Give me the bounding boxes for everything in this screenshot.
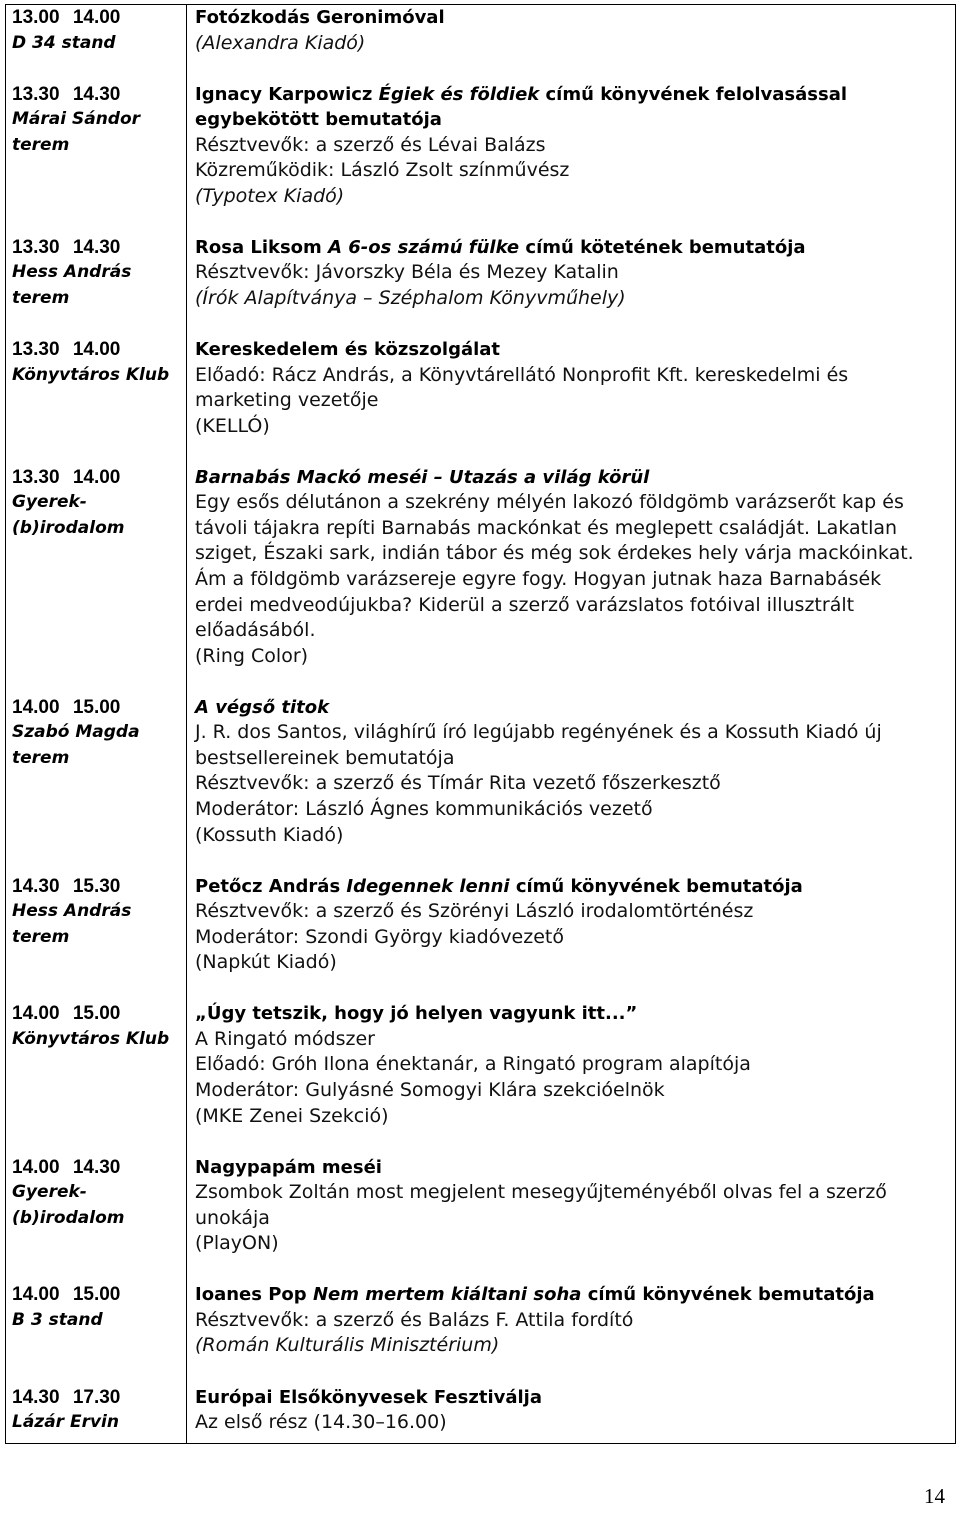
event-description-cell	[187, 1155, 956, 1283]
event-detail: marketing vezetője	[195, 389, 379, 412]
event-description-cell	[187, 465, 956, 695]
event-title-author: Ignacy Karpowicz	[195, 83, 379, 105]
event-location: B 3 stand	[12, 1309, 103, 1330]
event-row	[6, 337, 956, 465]
event-time: 14.30 15.30	[12, 875, 121, 897]
event-row	[6, 5, 956, 82]
event-row	[6, 1282, 956, 1384]
event-title-book: Égiek és földiek	[378, 83, 540, 105]
event-detail: Résztvevők: a szerző és Szörényi László irodalomtörténész	[195, 900, 754, 923]
event-title-text: Nagypapám meséi	[195, 1156, 382, 1178]
event-title	[195, 1385, 955, 1411]
event-time-place-cell	[6, 1155, 187, 1283]
event-row	[6, 695, 956, 874]
event-title-text: című könyvének bemutatója	[509, 875, 803, 897]
event-detail: Közreműködik: László Zsolt színművész	[195, 159, 570, 182]
event-publisher: (MKE Zenei Szekció)	[195, 1104, 389, 1127]
event-title-author: Rosa Liksom	[195, 236, 329, 258]
event-detail: Moderátor: Gulyásné Somogyi Klára szekcióelnök	[195, 1078, 665, 1101]
event-location: Márai Sándor	[12, 109, 141, 130]
event-description-cell	[187, 337, 956, 465]
event-title-text: című kötetének bemutatója	[519, 236, 806, 258]
event-location: (b)irodalom	[12, 517, 125, 538]
event-row	[6, 1001, 956, 1154]
event-time-place-cell	[6, 465, 187, 695]
event-detail: Résztvevők: a szerző és Tímár Rita vezető főszerkesztő	[195, 772, 721, 795]
event-row	[6, 82, 956, 235]
event-title-text: Barnabás Mackó meséi – Utazás a világ körül	[195, 466, 650, 488]
event-location: Gyerek-	[12, 1182, 87, 1203]
event-title	[195, 874, 955, 900]
event-title-author: Ioanes Pop	[195, 1284, 313, 1306]
event-time: 14.00 15.00	[12, 696, 121, 718]
event-time-place-cell	[6, 1282, 187, 1384]
event-title	[195, 107, 955, 133]
event-publisher: (KELLÓ)	[195, 414, 270, 437]
event-publisher: (Román Kulturális Minisztérium)	[195, 1334, 500, 1357]
event-location: Könyvtáros Klub	[12, 1028, 170, 1049]
event-time-place-cell	[6, 82, 187, 235]
event-location: Hess András	[12, 262, 132, 283]
event-detail: bestsellereinek bemutatója	[195, 746, 455, 769]
event-row	[6, 1385, 956, 1444]
event-location: D 34 stand	[12, 32, 116, 53]
event-description-cell	[187, 1282, 956, 1384]
event-time-place-cell	[6, 1385, 187, 1444]
event-detail: sziget, Északi sark, indián tábor és még sok érdekes hely várja mackóinkat.	[195, 542, 914, 565]
event-title	[195, 5, 955, 31]
event-time: 13.30 14.30	[12, 83, 121, 105]
event-time: 14.00 14.30	[12, 1156, 121, 1178]
event-description-cell	[187, 1385, 956, 1444]
event-title	[195, 1155, 955, 1181]
event-publisher: (Írók Alapítványa – Széphalom Könyvműhely)	[195, 287, 626, 310]
event-time: 14.00 15.00	[12, 1284, 121, 1306]
page-number: 14	[924, 1484, 945, 1508]
event-location: (b)irodalom	[12, 1207, 125, 1228]
event-title-text: A végső titok	[195, 696, 330, 718]
event-time-place-cell	[6, 337, 187, 465]
event-detail: előadásából.	[195, 619, 316, 642]
event-row	[6, 1155, 956, 1283]
event-detail: Résztvevők: a szerző és Lévai Balázs	[195, 133, 546, 156]
event-title-book: Nem mertem kiáltani soha	[312, 1284, 582, 1306]
event-detail: Résztvevők: a szerző és Balázs F. Attila fordító	[195, 1308, 634, 1331]
event-description-cell	[187, 5, 956, 82]
event-publisher: (Typotex Kiadó)	[195, 184, 345, 207]
event-location: terem	[12, 134, 70, 155]
event-title-book: Idegennek lenni	[346, 875, 510, 897]
event-time: 13.30 14.30	[12, 236, 121, 258]
event-description-cell	[187, 874, 956, 1002]
event-title-text: című könyvének felolvasással	[539, 83, 848, 105]
event-title-author: Petőcz András	[195, 875, 347, 897]
event-detail: Az első rész (14.30–16.00)	[195, 1411, 447, 1434]
event-time: 14.00 15.00	[12, 1003, 121, 1025]
event-detail: Moderátor: László Ágnes kommunikációs vezető	[195, 797, 653, 820]
event-detail: Ám a földgömb varázsereje egyre fogy. Hogyan jutnak haza Barnabásék	[195, 568, 882, 591]
event-title-text: Fotózkodás Geronimóval	[195, 7, 445, 28]
event-title	[195, 695, 955, 721]
event-detail: Előadó: Gróh Ilona énektanár, a Ringató program alapítója	[195, 1053, 751, 1076]
event-time-place-cell	[6, 235, 187, 337]
event-location: Gyerek-	[12, 492, 87, 513]
event-detail: Zsombok Zoltán most megjelent mesegyűjteményéből olvas fel a szerző	[195, 1181, 887, 1204]
event-description-cell	[187, 695, 956, 874]
event-location: Könyvtáros Klub	[12, 364, 170, 385]
event-title-book: A 6-os számú fülke	[328, 236, 520, 258]
event-detail: unokája	[195, 1206, 270, 1229]
event-row	[6, 874, 956, 1002]
event-title	[195, 1001, 955, 1027]
event-description-cell	[187, 82, 956, 235]
event-time: 13.30 14.00	[12, 339, 121, 361]
schedule-table	[5, 4, 956, 1444]
event-location: Szabó Magda	[12, 722, 140, 743]
event-detail: J. R. dos Santos, világhírű író legújabb regényének és a Kossuth Kiadó új	[195, 721, 882, 744]
event-location: terem	[12, 288, 70, 309]
event-publisher: (PlayON)	[195, 1232, 279, 1255]
event-description-cell	[187, 235, 956, 337]
event-description-cell	[187, 1001, 956, 1154]
event-title-text: Európai Elsőkönyvesek Fesztiválja	[195, 1386, 542, 1408]
event-location: Hess András	[12, 901, 132, 922]
event-detail: Egy esős délutánon a szekrény mélyén lakozó földgömb varázserőt kap és	[195, 491, 904, 514]
event-row	[6, 235, 956, 337]
event-time-place-cell	[6, 874, 187, 1002]
event-title-text: Kereskedelem és közszolgálat	[195, 339, 501, 361]
event-time: 14.30 17.30	[12, 1386, 121, 1408]
event-title-text: egybekötött bemutatója	[195, 109, 442, 131]
event-location: Lázár Ervin	[12, 1412, 119, 1433]
event-row	[6, 465, 956, 695]
event-publisher: (Kossuth Kiadó)	[195, 823, 344, 846]
event-title-text: című könyvének bemutatója	[581, 1284, 875, 1306]
event-publisher: (Alexandra Kiadó)	[195, 31, 366, 54]
event-publisher: (Napkút Kiadó)	[195, 951, 337, 974]
event-title	[195, 1282, 955, 1308]
event-time: 13.30 14.00	[12, 466, 121, 488]
event-time: 13.00 14.00	[12, 7, 121, 28]
event-time-place-cell	[6, 5, 187, 82]
event-title	[195, 82, 955, 108]
event-detail: A Ringató módszer	[195, 1027, 375, 1050]
event-detail: Moderátor: Szondi György kiadóvezető	[195, 925, 564, 948]
event-time-place-cell	[6, 695, 187, 874]
event-detail: távoli tájakra repíti Barnabás mackónkat és meglepett családját. Lakatlan	[195, 516, 898, 539]
event-time-place-cell	[6, 1001, 187, 1154]
event-title	[195, 337, 955, 363]
event-title	[195, 235, 955, 261]
event-publisher: (Ring Color)	[195, 644, 309, 667]
event-title-text: „Úgy tetszik, hogy jó helyen vagyunk itt...”	[195, 1003, 638, 1025]
event-title	[195, 465, 955, 491]
event-location: terem	[12, 747, 70, 768]
event-detail: erdei medveodújukba? Kiderül a szerző varázslatos fotóival illusztrált	[195, 593, 855, 616]
event-location: terem	[12, 926, 70, 947]
event-detail: Előadó: Rácz András, a Könyvtárellátó Nonprofit Kft. kereskedelmi és	[195, 363, 849, 386]
event-detail: Résztvevők: Jávorszky Béla és Mezey Katalin	[195, 261, 619, 284]
